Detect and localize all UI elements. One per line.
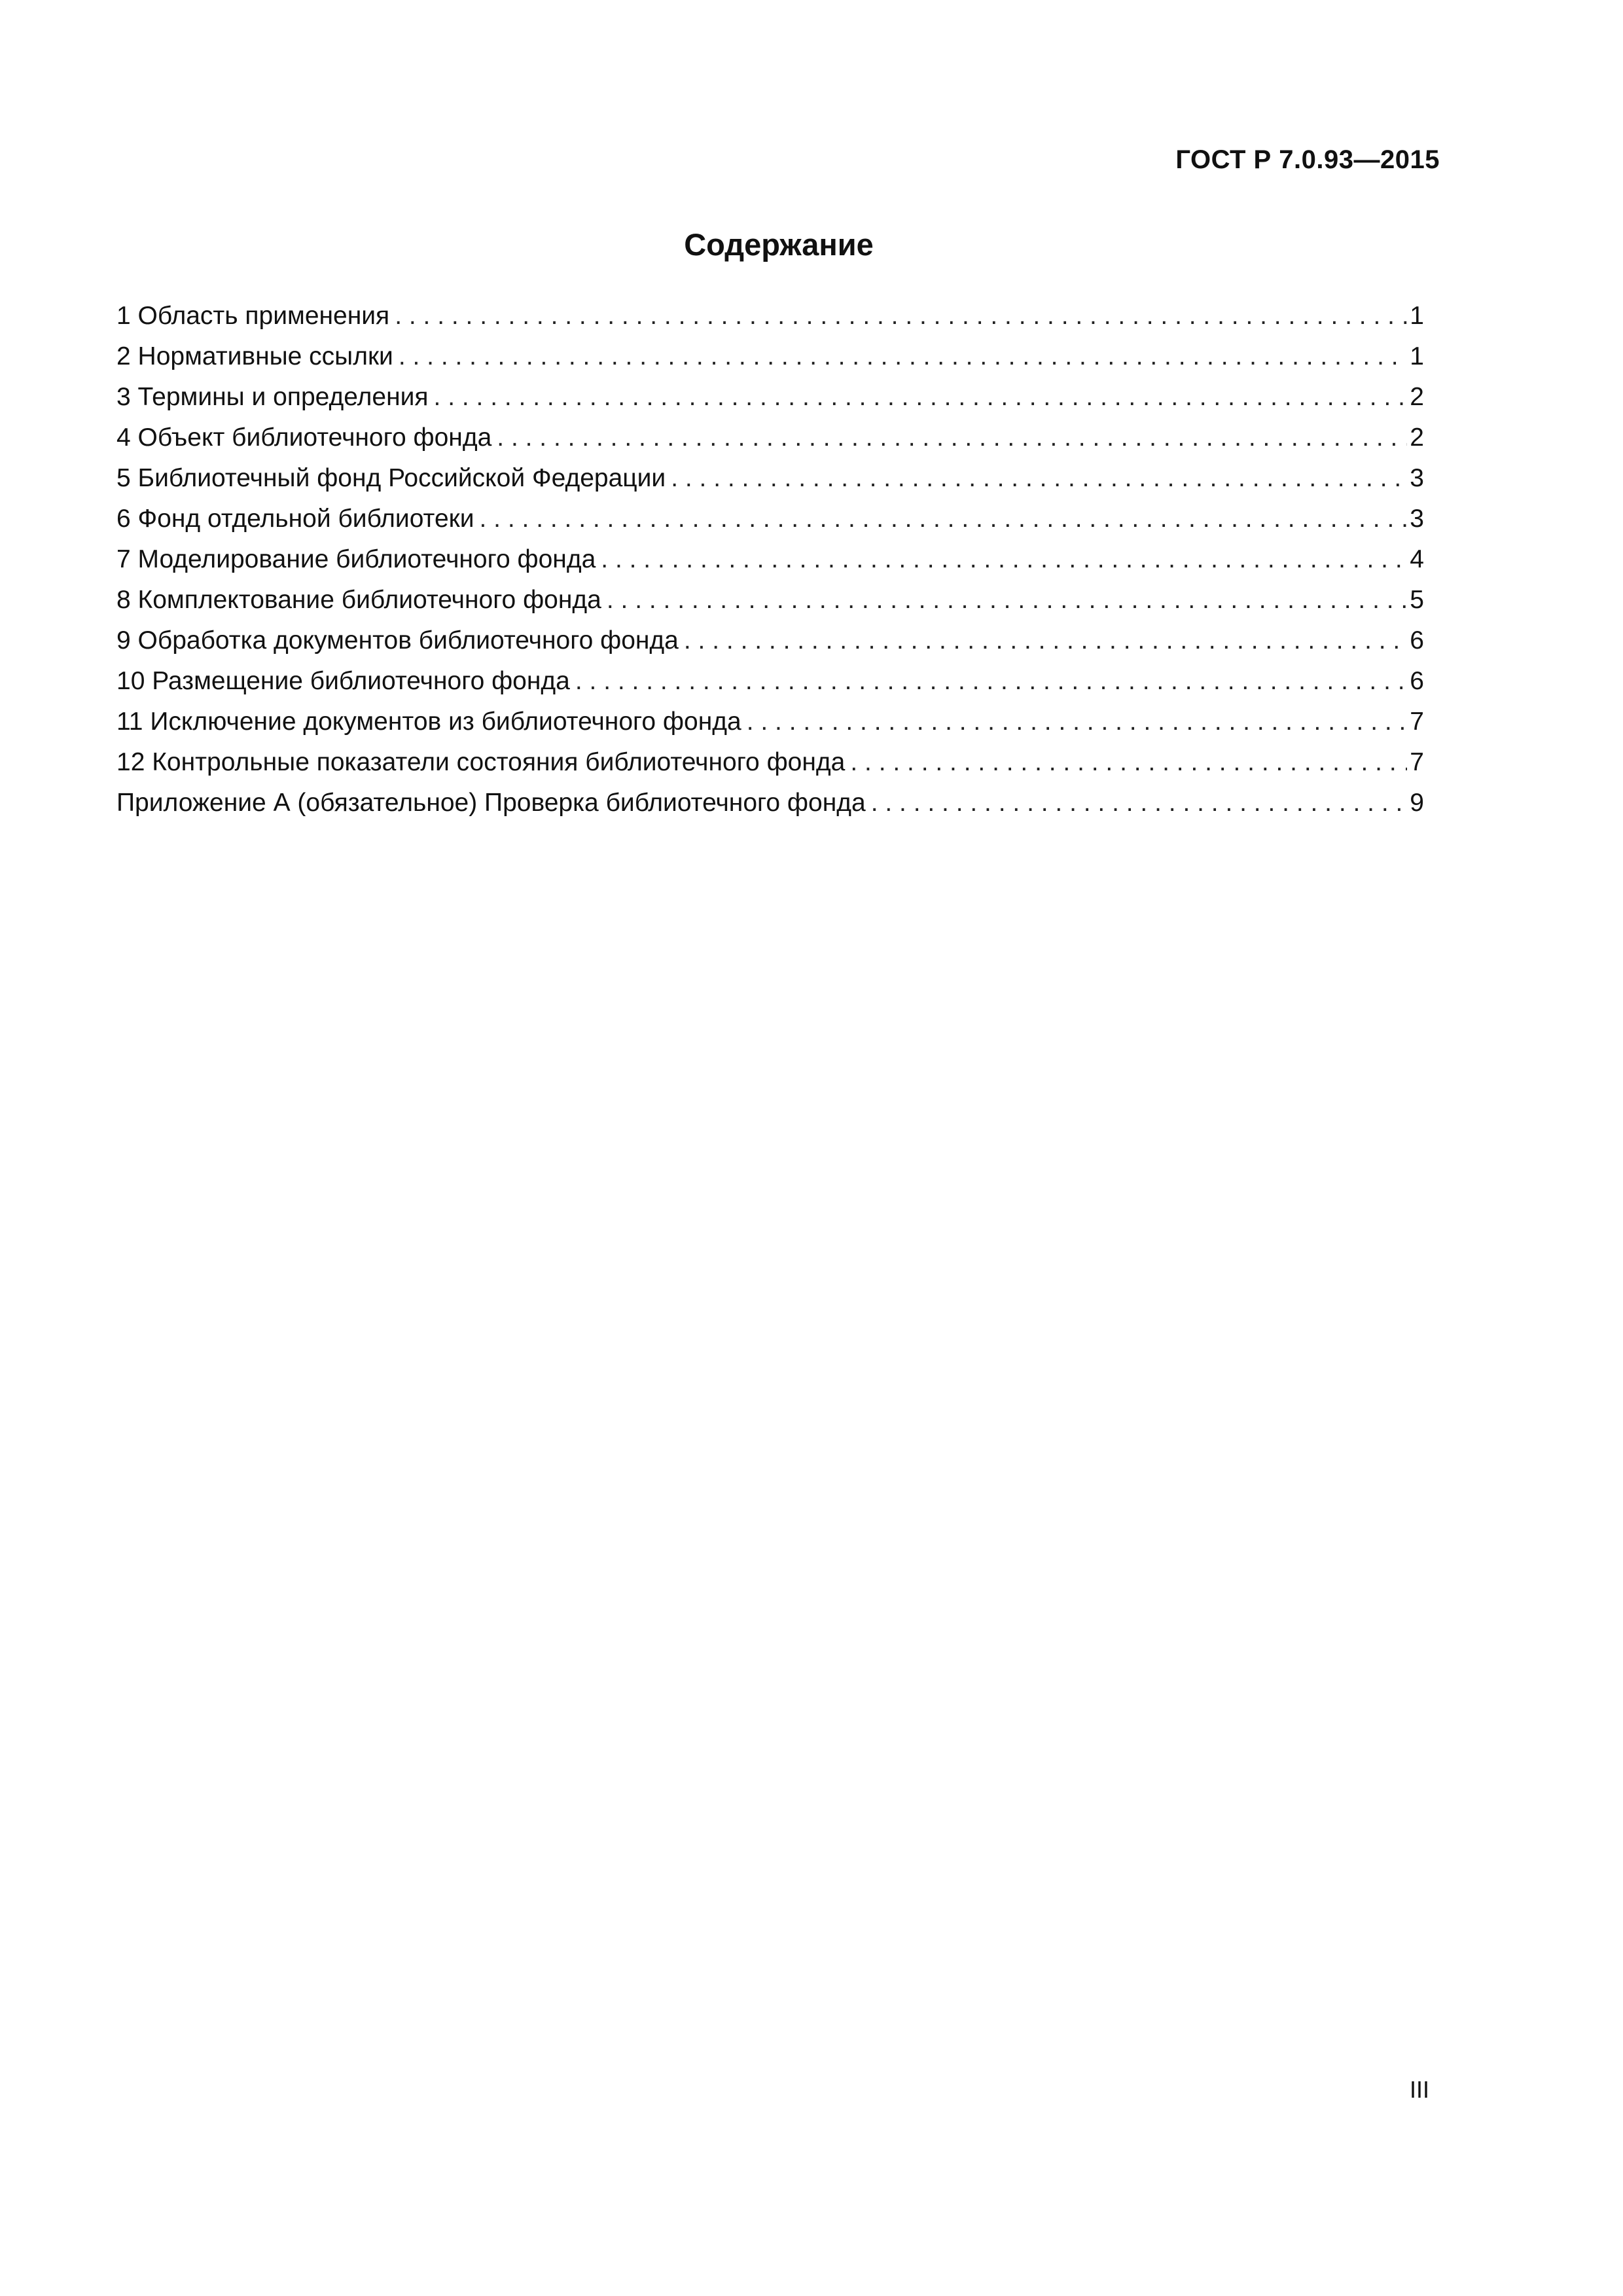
dot-leader bbox=[671, 458, 1407, 499]
toc-entry[interactable] bbox=[116, 499, 1424, 539]
toc-entry-page: 5 bbox=[1410, 586, 1424, 614]
toc-entry-title: 5 Библиотечный фонд Российской Федерации bbox=[116, 464, 666, 492]
toc-entry-title: 12 Контрольные показатели состояния библиотечного фонда bbox=[116, 748, 846, 776]
toc-entry[interactable] bbox=[116, 418, 1424, 458]
dot-leader bbox=[575, 661, 1407, 702]
toc-entry[interactable] bbox=[116, 539, 1424, 580]
toc-entry-page: 1 bbox=[1410, 302, 1424, 330]
toc-entry[interactable] bbox=[116, 620, 1424, 661]
toc-entry-title: 6 Фонд отдельной библиотеки bbox=[116, 505, 474, 533]
dot-leader bbox=[684, 620, 1407, 661]
dot-leader bbox=[747, 702, 1408, 742]
toc-entry[interactable] bbox=[116, 296, 1424, 336]
toc-entry-page: 6 bbox=[1410, 667, 1424, 695]
dot-leader bbox=[607, 580, 1407, 620]
toc-entry-title: 11 Исключение документов из библиотечного фонда bbox=[116, 708, 741, 736]
toc-entry-page: 3 bbox=[1410, 464, 1424, 492]
document-code: ГОСТ Р 7.0.93—2015 bbox=[1175, 145, 1440, 174]
dot-leader bbox=[480, 499, 1408, 539]
toc-entry-page: 1 bbox=[1410, 342, 1424, 370]
toc-entry-page: 6 bbox=[1410, 626, 1424, 655]
toc-entry-title: 4 Объект библиотечного фонда bbox=[116, 423, 492, 452]
toc-entry-title: 10 Размещение библиотечного фонда bbox=[116, 667, 570, 695]
toc-entry[interactable] bbox=[116, 336, 1424, 377]
toc-entry-page: 7 bbox=[1410, 748, 1424, 776]
page-number: III bbox=[1409, 2076, 1429, 2103]
toc-entry-page: 4 bbox=[1410, 545, 1424, 573]
toc-entry-page: 9 bbox=[1410, 789, 1424, 817]
toc-entry-title: 9 Обработка документов библиотечного фонда bbox=[116, 626, 679, 655]
toc-entry[interactable] bbox=[116, 661, 1424, 702]
toc-entry[interactable] bbox=[116, 377, 1424, 418]
toc-entry[interactable] bbox=[116, 742, 1424, 783]
dot-leader bbox=[395, 296, 1407, 336]
toc-entry-title: 2 Нормативные ссылки bbox=[116, 342, 393, 370]
toc-entry[interactable] bbox=[116, 702, 1424, 742]
toc-entry-page: 2 bbox=[1410, 423, 1424, 452]
toc-entry-title: 7 Моделирование библиотечного фонда bbox=[116, 545, 596, 573]
table-of-contents bbox=[116, 296, 1424, 823]
toc-entry-page: 3 bbox=[1410, 505, 1424, 533]
toc-entry[interactable] bbox=[116, 783, 1424, 823]
dot-leader bbox=[399, 336, 1407, 377]
toc-entry-page: 7 bbox=[1410, 708, 1424, 736]
toc-entry-title: 1 Область применения bbox=[116, 302, 390, 330]
toc-entry[interactable] bbox=[116, 580, 1424, 620]
toc-entry-page: 2 bbox=[1410, 383, 1424, 411]
dot-leader bbox=[601, 539, 1407, 580]
toc-entry-title: Приложение А (обязательное) Проверка библиотечного фонда bbox=[116, 789, 866, 817]
toc-title: Содержание bbox=[684, 227, 874, 262]
dot-leader bbox=[871, 783, 1408, 823]
dot-leader bbox=[434, 377, 1408, 418]
dot-leader bbox=[850, 742, 1407, 783]
dot-leader bbox=[497, 418, 1407, 458]
toc-entry-title: 8 Комплектование библиотечного фонда bbox=[116, 586, 601, 614]
toc-entry[interactable] bbox=[116, 458, 1424, 499]
toc-entry-title: 3 Термины и определения bbox=[116, 383, 429, 411]
